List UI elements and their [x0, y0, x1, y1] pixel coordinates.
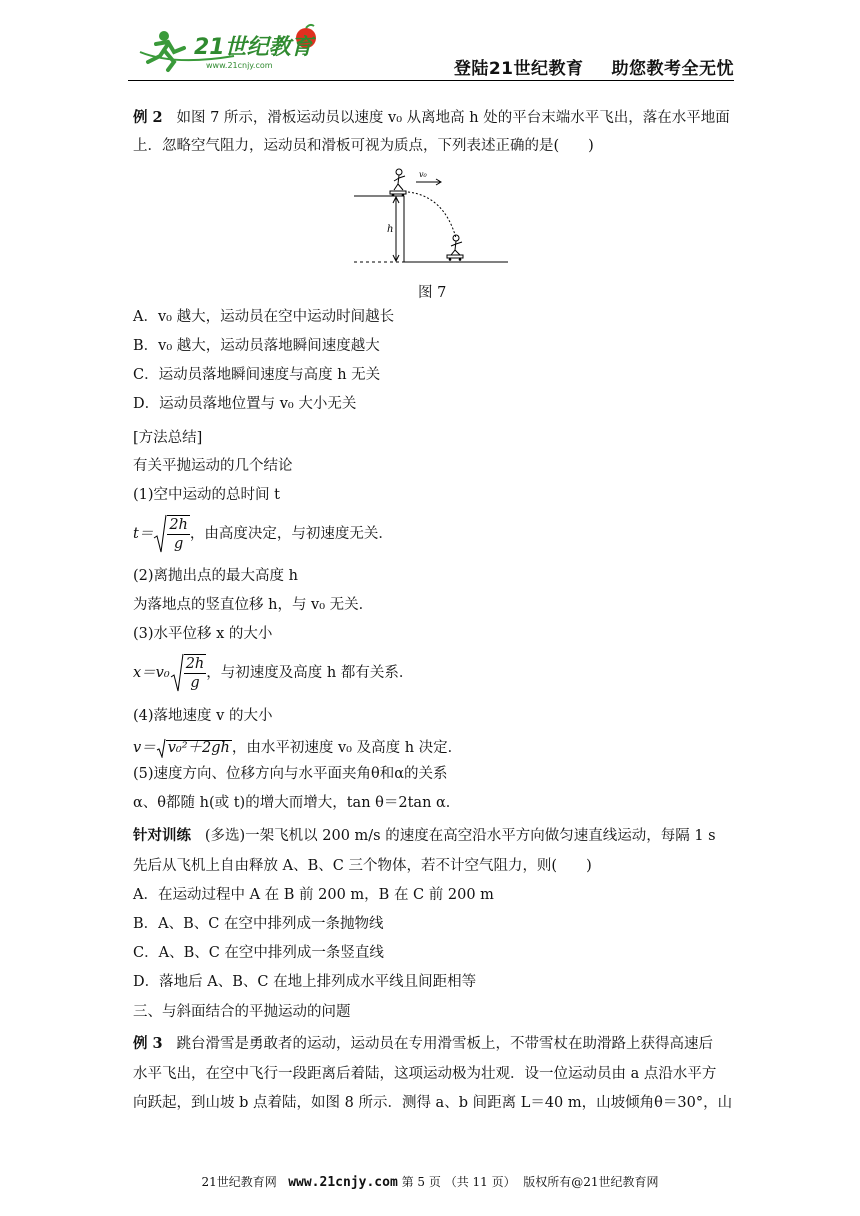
header-rule [128, 80, 734, 81]
training-label: 针对训练 [133, 827, 191, 844]
example3-text1: 跳台滑雪是勇敢者的运动，运动员在专用滑雪板上，不带雪杖在助滑路上获得高速后 [176, 1036, 713, 1052]
slogan-right: 助您教考全无忧 [611, 59, 734, 79]
skater-top [390, 169, 406, 196]
header-slogan [454, 54, 734, 79]
method-p5-body: α、θ都随 h(或 t)的增大而增大，tan θ＝2tan α． [133, 795, 461, 811]
figure-h-label: h [387, 224, 394, 235]
page-header [128, 20, 734, 78]
example2-line1 [133, 111, 730, 126]
formula-x-lhs: x＝v₀ [133, 665, 170, 681]
figure-7-caption: 图 7 [418, 285, 447, 301]
method-p5-title: (5)速度方向、位移方向与水平面夹角θ和α的关系 [133, 766, 448, 782]
logo-text: 21世纪教育 [194, 35, 313, 60]
footer-site-link[interactable]: www.21cnjy.com [288, 1175, 398, 1190]
formula-x-tail: ，与初速度及高度 h 都有关系． [206, 665, 414, 681]
example3-line2: 水平飞出，在空中飞行一段距离后着陆，这项运动极为壮观．设一位运动员由 a 点沿水平方 [133, 1066, 717, 1082]
method-p2-body: 为落地点的竖直位移 h，与 v₀ 无关． [133, 597, 374, 613]
training-line1 [133, 829, 716, 844]
example3-line3: 向跃起，到山坡 b 点着陆，如图 8 所示．测得 a、b 间距离 L＝40 m，山坡倾角θ＝30°，山 [133, 1095, 733, 1111]
sqrt-2h-over-g-x [170, 653, 207, 693]
frac-den: g [173, 536, 184, 552]
skater-landed [447, 235, 463, 261]
method-intro: 有关平抛运动的几个结论 [133, 458, 293, 474]
training-option-b: B．A、B、C 在空中排列成一条抛物线 [133, 916, 384, 932]
training-option-a: A．在运动过程中 A 在 B 前 200 m，B 在 C 前 200 m [133, 887, 494, 903]
frac-num-x: 2h [185, 656, 205, 672]
frac-num: 2h [169, 517, 188, 533]
example3-label: 例 3 [133, 1035, 163, 1052]
method-p1-formula [133, 514, 393, 554]
figure-7-diagram [352, 160, 512, 270]
sqrt-v0sq-plus-2gh [156, 738, 232, 758]
example2-option-d: D．运动员落地位置与 v₀ 大小无关 [133, 396, 357, 412]
method-p1-title: (1)空中运动的总时间 t [133, 487, 280, 503]
radicand: v₀²＋2gh [167, 740, 230, 757]
example2-option-a: A．v₀ 越大，运动员在空中运动时间越长 [133, 309, 395, 325]
method-p3-formula [133, 653, 413, 693]
footer-copyright: 版权所有@21世纪教育网 [523, 1175, 659, 1189]
example2-label: 例 2 [133, 109, 163, 126]
21cnjy-logo [134, 22, 324, 74]
frac-den-x: g [190, 675, 200, 691]
sqrt-2h-over-g [153, 514, 190, 554]
example2-line2: 上．忽略空气阻力，运动员和滑板可视为质点，下列表述正确的是( ) [133, 138, 594, 154]
example2-option-b: B．v₀ 越大，运动员落地瞬间速度越大 [133, 338, 380, 354]
figure-v0-label: v₀ [419, 170, 427, 179]
method-p3-title: (3)水平位移 x 的大小 [133, 626, 273, 642]
training-text1: (多选)一架飞机以 200 m/s 的速度在高空沿水平方向做匀速直线运动，每隔 1 s [204, 828, 716, 844]
example2-text1: 如图 7 所示，滑板运动员以速度 v₀ 从离地高 h 处的平台末端水平飞出，落在水平地面 [176, 110, 730, 126]
footer-left: 21世纪教育网 [201, 1175, 277, 1189]
footer-page: 第 5 页 （共 11 页） [401, 1175, 516, 1189]
method-p4-title: (4)落地速度 v 的大小 [133, 708, 273, 724]
formula-t-lhs: t＝ [133, 526, 154, 542]
example3-line1 [133, 1037, 713, 1052]
method-p2-title: (2)离抛出点的最大高度 h [133, 568, 298, 584]
method-title: [方法总结] [133, 430, 203, 446]
slogan-left: 登陆21世纪教育 [453, 59, 584, 79]
training-option-c: C．A、B、C 在空中排列成一条竖直线 [133, 945, 384, 961]
section3-title: 三、与斜面结合的平抛运动的问题 [133, 1004, 351, 1020]
training-option-d: D．落地后 A、B、C 在地上排列成水平线且间距相等 [133, 974, 477, 990]
training-line2: 先后从飞机上自由释放 A、B、C 三个物体，若不计空气阻力，则( ) [133, 858, 592, 874]
page-footer [0, 1173, 860, 1190]
formula-v-lhs: v＝ [133, 740, 156, 756]
formula-t-tail: ，由高度决定，与初速度无关． [189, 526, 393, 542]
logo-url: www.21cnjy.com [206, 61, 273, 70]
method-p4-formula [133, 738, 462, 758]
example2-option-c: C．运动员落地瞬间速度与高度 h 无关 [133, 367, 381, 383]
formula-v-tail: ，由水平初速度 v₀ 及高度 h 决定． [231, 740, 463, 756]
